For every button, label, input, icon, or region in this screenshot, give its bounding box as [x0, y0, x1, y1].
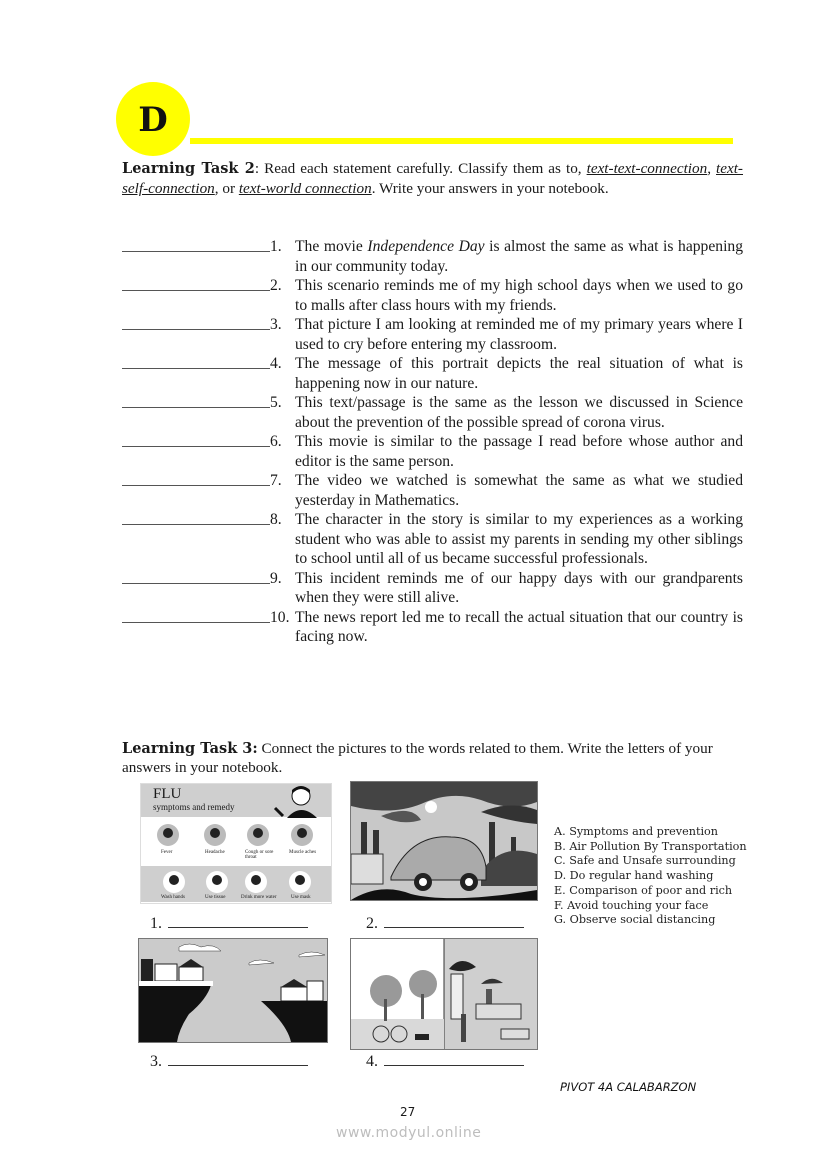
cough-icon	[247, 824, 269, 846]
choice-a: A. Symptoms and prevention	[554, 825, 718, 838]
use-tissue-icon	[206, 871, 228, 893]
choice-b: B. Air Pollution By Transportation	[554, 839, 747, 853]
task2-instructions: Learning Task 2: Read each statement carefully. Classify them as to, text-text-connection, text-self-connection, or text-world connection. Write your answers in your notebook.	[122, 160, 743, 197]
choice-e: E. Comparison of poor and rich	[554, 883, 733, 897]
answer-blank[interactable]	[122, 237, 270, 252]
fever-icon	[157, 824, 179, 846]
picture-clean-vs-polluted	[350, 938, 538, 1050]
list-item: 4. The message of this portrait depicts the real situation of what is happening now in our nature.	[122, 354, 743, 393]
answer-blank[interactable]	[122, 276, 270, 291]
pollution-illustration	[351, 782, 537, 900]
choice-g: G. Observe social distancing	[554, 913, 716, 927]
section-letter: D	[138, 100, 168, 140]
use-mask-icon	[289, 871, 311, 893]
picture-rich-vs-poor	[138, 938, 328, 1043]
section-badge	[116, 82, 190, 156]
list-item: 1. The movie Independence Day is almost the same as what is happening in our community today.	[122, 237, 743, 276]
option-text-text: text-text-connection	[586, 160, 708, 177]
answer-blank[interactable]	[384, 1053, 524, 1066]
section-underline	[190, 138, 733, 144]
page-number: 27	[400, 1105, 416, 1119]
answer-blank[interactable]	[122, 569, 270, 584]
cliffs-illustration	[139, 939, 327, 1042]
answer-blank[interactable]	[384, 915, 524, 928]
option-text-self: text-self-connection	[122, 160, 743, 197]
option-text-world: text-world connection	[238, 180, 372, 197]
choices-list	[554, 825, 747, 928]
sick-person-icon	[269, 786, 324, 818]
list-item: 9. This incident reminds me of our happy days with our grandparents when they were still alive.	[122, 569, 743, 608]
picture-air-pollution	[350, 781, 538, 901]
answer-blank[interactable]	[122, 471, 270, 486]
choice-c: C. Safe and Unsafe surrounding	[554, 854, 736, 868]
task2-item-list	[122, 237, 743, 647]
comparison-illustration	[351, 939, 537, 1049]
list-item: 2. This scenario reminds me of my high school days when we used to go to malls after class hours with my friends.	[122, 276, 743, 315]
choice-f: F. Avoid touching your face	[554, 898, 709, 912]
task3-label: Learning Task 3:	[122, 740, 258, 757]
watermark: www.modyul.online	[336, 1125, 482, 1141]
picture-flu-poster: FLU symptoms and remedy Fever Headache Cough or sore throat Muscle aches Wash hands Use tissue Drink more water Use mask	[140, 783, 332, 904]
task3-instructions: Learning Task 3: Connect the pictures to the words related to them. Write the letters of your answers in your notebook.	[122, 740, 713, 776]
headache-icon	[204, 824, 226, 846]
task2-label: Learning Task 2	[122, 160, 255, 177]
choice-d: D. Do regular hand washing	[554, 869, 714, 883]
drink-water-icon	[245, 871, 267, 893]
answer-blank[interactable]	[122, 510, 270, 525]
picture-2-answer: 2.	[366, 915, 524, 933]
answer-blank[interactable]	[122, 393, 270, 408]
muscle-aches-icon	[291, 824, 313, 846]
answer-blank[interactable]	[122, 608, 270, 623]
picture-3-answer: 3.	[150, 1053, 308, 1071]
publisher-footer: PIVOT 4A CALABARZON	[560, 1080, 697, 1094]
answer-blank[interactable]	[168, 915, 308, 928]
list-item: 10. The news report led me to recall the actual situation that our country is facing now.	[122, 608, 743, 647]
list-item: 3. That picture I am looking at reminded me of my primary years where I used to cry before entering my classroom.	[122, 315, 743, 354]
answer-blank[interactable]	[122, 315, 270, 330]
answer-blank[interactable]	[122, 432, 270, 447]
answer-blank[interactable]	[168, 1053, 308, 1066]
picture-1-answer: 1.	[150, 915, 308, 933]
answer-blank[interactable]	[122, 354, 270, 369]
list-item: 5. This text/passage is the same as the lesson we discussed in Science about the prevention of the possible spread of corona virus.	[122, 393, 743, 432]
picture-4-answer: 4.	[366, 1053, 524, 1071]
list-item: 8. The character in the story is similar to my experiences as a working student who was able to assist my parents in sending my other siblings to school until all of us became successful professionals.	[122, 510, 743, 569]
list-item: 7. The video we watched is somewhat the same as what we studied yesterday in Mathematics.	[122, 471, 743, 510]
list-item: 6. This movie is similar to the passage I read before whose author and editor is the same person.	[122, 432, 743, 471]
wash-hands-icon	[163, 871, 185, 893]
